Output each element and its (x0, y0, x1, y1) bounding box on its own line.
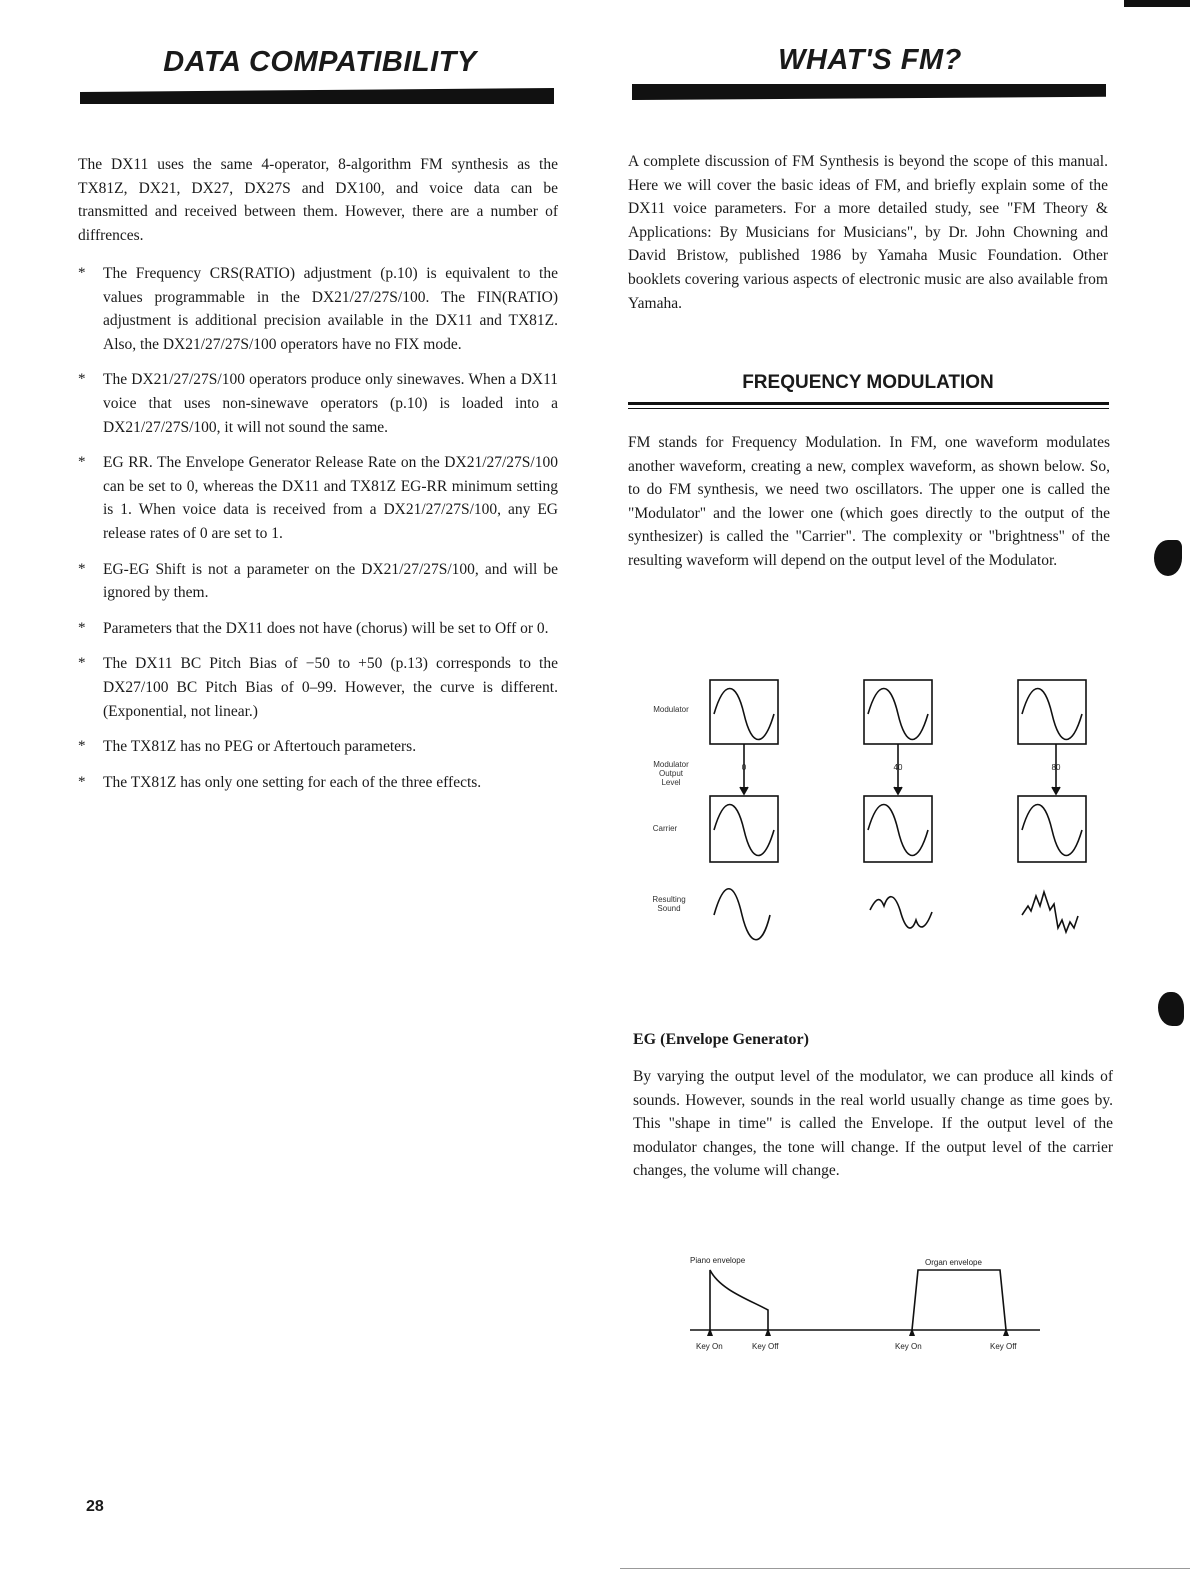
modulator-label: Modulator (653, 705, 689, 714)
level-arrow-2 (894, 787, 902, 794)
organ-envelope-label: Organ envelope (925, 1258, 982, 1267)
carrier-wave-2 (868, 805, 928, 856)
key-off-label-organ: Key Off (990, 1342, 1017, 1351)
key-on-marker-organ (909, 1328, 915, 1336)
modulator-wave-3 (1022, 689, 1082, 740)
key-off-marker-organ (1003, 1328, 1009, 1336)
bullet-marker: * (78, 655, 86, 672)
bullet-marker: * (78, 454, 86, 471)
page-number: 28 (86, 1498, 104, 1515)
level-value-0: 0 (741, 763, 747, 772)
scan-edge-rule (620, 1568, 1190, 1569)
level-value-80: 80 (1051, 763, 1061, 772)
piano-envelope-label: Piano envelope (690, 1256, 746, 1265)
scan-edge-blob-1 (1154, 540, 1182, 576)
level-arrow-1 (740, 787, 748, 794)
list-item: * The DX21/27/27S/100 operators produce only sinewaves. When a DX11 voice that uses non-sinewave operators (p.10) is loaded into a DX21/27/27S/100, it will not sound the same. (78, 368, 558, 439)
result-wave-2 (870, 897, 932, 928)
result-wave-3 (1022, 892, 1078, 932)
list-item: * EG-EG Shift is not a parameter on the DX21/27/27S/100, and will be ignored by them. (78, 558, 558, 605)
list-item: * The Frequency CRS(RATIO) adjustment (p.10) is equivalent to the values programmable in the DX21/27/27S/100. The FIN(RATIO) adjustment is additional precision available in the DX11 and TX81Z. Also, the DX21/27/27S/100 operators have no FIX mode. (78, 262, 558, 356)
key-on-marker-piano (707, 1328, 713, 1336)
subheading-rule-top (628, 402, 1109, 405)
bullet-marker: * (78, 619, 86, 636)
frequency-modulation-heading: FREQUENCY MODULATION (742, 372, 994, 393)
output-level-label: Modulator Output Level (653, 760, 689, 787)
organ-envelope-shape (912, 1270, 1006, 1330)
list-item: * EG RR. The Envelope Generator Release Rate on the DX21/27/27S/100 can be set to 0, whereas the DX11 and TX81Z EG-RR minimum setting is 1. When voice data is received from a DX21/27/27S/100, any EG release rates of 0 are set to 1. (78, 451, 558, 545)
key-on-label-piano: Key On (696, 1342, 723, 1351)
carrier-wave-3 (1022, 805, 1082, 856)
level-arrow-3 (1052, 787, 1060, 794)
bullet-marker: * (78, 738, 86, 755)
left-heading: DATA COMPATIBILITY (163, 46, 477, 78)
scan-edge-blob-2 (1158, 992, 1184, 1026)
modulator-wave-2 (868, 689, 928, 740)
carrier-label: Carrier (652, 824, 678, 833)
scan-edge-bar (1124, 0, 1190, 7)
envelope-diagram (680, 1250, 1050, 1360)
resulting-sound-label: Resulting Sound (652, 895, 686, 913)
right-heading-bar (632, 84, 1106, 100)
eg-heading: EG (Envelope Generator) (633, 1031, 809, 1048)
modulator-wave-1 (714, 689, 774, 740)
bullet-marker: * (78, 265, 86, 281)
bullet-marker: * (78, 560, 86, 577)
key-off-marker-piano (765, 1328, 771, 1336)
level-value-40: 40 (893, 763, 903, 772)
result-wave-1 (714, 889, 770, 940)
carrier-wave-1 (714, 805, 774, 856)
compatibility-list (78, 262, 558, 806)
list-item: * The TX81Z has no PEG or Aftertouch parameters. (78, 735, 558, 759)
piano-envelope-shape (710, 1270, 768, 1330)
left-heading-bar (80, 88, 554, 104)
left-intro: The DX11 uses the same 4-operator, 8-algorithm FM synthesis as the TX81Z, DX21, DX27, DX27S and DX100, and voice data can be transmitted and received between them. However, there are a number of diffrences. (78, 156, 558, 244)
fm-diagram (700, 670, 1100, 950)
list-item: * The DX11 BC Pitch Bias of −50 to +50 (p.13) corresponds to the DX27/100 BC Pitch Bias of 0–99. However, the curve is different. (Exponential, not linear.) (78, 652, 558, 723)
bullet-marker: * (78, 773, 86, 790)
eg-paragraph: By varying the output level of the modulator, we can produce all kinds of sounds. However, sounds in the real world usually change as time goes by. This "shape in time" is called the Envelope. If the output level of the modulator changes, the tone will change. If the output level of the carrier changes, the volume will change. (633, 1068, 1113, 1180)
list-item: * The TX81Z has only one setting for each of the three effects. (78, 771, 558, 795)
list-item: * Parameters that the DX11 does not have (chorus) will be set to Off or 0. (78, 617, 558, 641)
bullet-marker: * (78, 371, 86, 388)
key-on-label-organ: Key On (895, 1342, 922, 1351)
key-off-label-piano: Key Off (752, 1342, 779, 1351)
right-intro: A complete discussion of FM Synthesis is beyond the scope of this manual. Here we will cover the basic ideas of FM, and briefly explain some of the DX11 voice parameters. For a more detailed study, see "FM Theory & Applications: By Musicians for Musicians", by Dr. John Chowning and David Bristow, published 1986 by Yamaha Music Foundation. Other booklets covering various aspects of electronic music are also available from Yamaha. (628, 153, 1108, 312)
subheading-rule-bottom (628, 408, 1109, 409)
fm-paragraph: FM stands for Frequency Modulation. In FM, one waveform modulates another waveform, creating a new, complex waveform, as shown below. So, to do FM synthesis, we need two oscillators. The upper one is called the "Modulator" and the lower one (which goes directly to the output of the synthesizer) is called the "Carrier". The complexity or "brightness" of the resulting waveform will depend on the output level of the Modulator. (628, 434, 1110, 569)
right-heading: WHAT'S FM? (778, 44, 962, 76)
